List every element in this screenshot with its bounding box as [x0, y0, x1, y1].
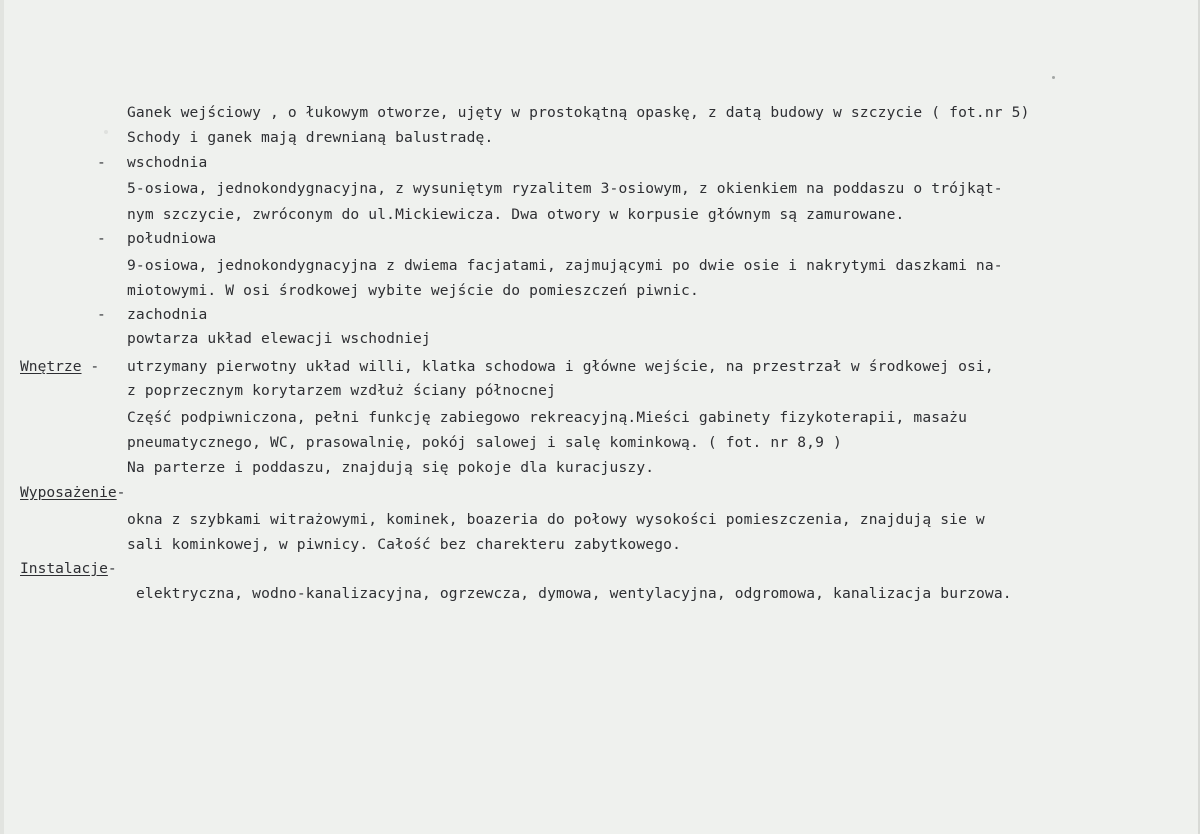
text-line-17: sali kominkowej, w piwnicy. Całość bez charekteru zabytkowego. [127, 536, 682, 553]
subheading-wschodnia: wschodnia [127, 154, 208, 171]
heading-wyposazenie [20, 484, 125, 502]
heading-wnetrze-label: Wnętrze [20, 358, 82, 375]
card-edge [0, 0, 4, 834]
dash-marker: - [97, 230, 106, 247]
text-line-1: Ganek wejściowy , o łukowym otworze, ujęty w prostokątną opaskę, z datą budowy w szczycie ( fot.nr 5) [127, 104, 1030, 121]
heading-instalacje [20, 560, 117, 578]
heading-wnetrze [20, 358, 99, 376]
text-line-11: utrzymany pierwotny układ willi, klatka schodowa i główne wejście, na przestrzał w środkowej osi, [127, 358, 994, 375]
text-line-5: nym szczycie, zwróconym do ul.Mickiewicza. Dwa otwory w korpusie głównym są zamurowane. [127, 206, 905, 223]
text-line-16: okna z szybkami witrażowymi, kominek, boazeria do połowy wysokości pomieszczenia, znajdują sie w [127, 511, 985, 528]
heading-instalacje-label: Instalacje [20, 560, 108, 577]
subheading-poludniowa: południowa [127, 230, 217, 247]
text-line-13: Część podpiwniczona, pełni funkcję zabiegowo rekreacyjną.Mieści gabinety fizykoterapii, masażu [127, 409, 968, 426]
dash-marker: - [97, 306, 106, 323]
text-line-15: Na parterze i poddaszu, znajdują się pokoje dla kuracjuszy. [127, 459, 655, 476]
text-line-2: Schody i ganek mają drewnianą balustradę. [127, 129, 494, 146]
subheading-zachodnia: zachodnia [127, 306, 208, 323]
text-line-4: 5-osiowa, jednokondygnacyjna, z wysuniętym ryzalitem 3-osiowym, z okienkiem na poddaszu o trójkąt- [127, 180, 1003, 197]
paper-speck [1052, 76, 1055, 79]
text-line-18: elektryczna, wodno-kanalizacyjna, ogrzewcza, dymowa, wentylacyjna, odgromowa, kanalizacja burzowa. [136, 585, 1012, 602]
heading-wyposazenie-label: Wyposażenie [20, 484, 117, 501]
text-line-14: pneumatycznego, WC, prasowalnię, pokój salowej i salę kominkową. ( fot. nr 8,9 ) [127, 434, 842, 451]
text-line-8: miotowymi. W osi środkowej wybite wejście do pomieszczeń piwnic. [127, 282, 699, 299]
text-line-7: 9-osiowa, jednokondygnacyjna z dwiema facjatami, zajmującymi po dwie osie i nakrytymi daszkami na- [127, 257, 1003, 274]
dash-marker: - [97, 154, 106, 171]
dash-marker: - [107, 560, 117, 577]
dash-marker: - [116, 484, 126, 501]
text-line-10: powtarza układ elewacji wschodniej [127, 330, 431, 347]
paper-speck [104, 130, 108, 134]
text-line-12: z poprzecznym korytarzem wzdłuż ściany północnej [127, 382, 556, 399]
dash-marker: - [90, 358, 100, 375]
